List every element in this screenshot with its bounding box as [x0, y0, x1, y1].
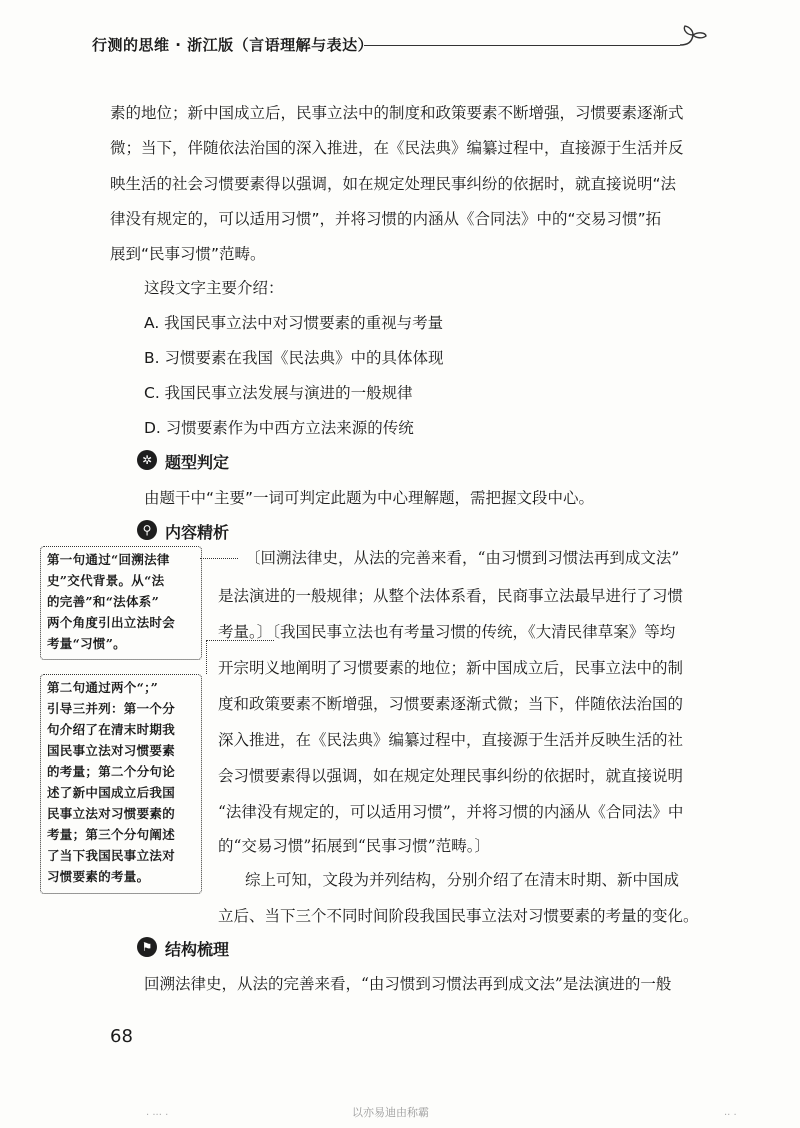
note-line: 第一句通过“回溯法律: [47, 552, 170, 567]
analysis-line: 的“交易习惯”拓展到“民事习惯”范畴。〕: [218, 837, 490, 855]
question-stem: 这段文字主要介绍：: [144, 279, 284, 297]
note-line: 民事立法对习惯要素的: [47, 806, 176, 821]
footer-watermark: 以亦易迪由称霸: [352, 1106, 429, 1119]
analysis-line: 考量。〕〔我国民事立法也有考量习惯的传统，《大清民律草案》等均: [218, 623, 676, 641]
option-c: C. 我国民事立法发展与演进的一般规律: [144, 384, 413, 402]
analysis-line: 开宗明义地阐明了习惯要素的地位；新中国成立后，民事立法中的制: [218, 659, 684, 677]
passage-line: 微；当下，伴随依法治国的深入推进，在《民法典》编纂过程中，直接源于生活并反: [110, 139, 684, 157]
passage-line: 素的地位；新中国成立后，民事立法中的制度和政策要素不断增强，习惯要素逐渐式: [110, 104, 684, 122]
analysis-line: 是法演进的一般规律；从整个法体系看，民商事立法最早进行了习惯: [218, 587, 684, 605]
summary-line: 立后、当下三个不同时间阶段我国民事立法对习惯要素的考量的变化。: [218, 907, 699, 925]
analysis-line: 〔回溯法律史，从法的完善来看，“由习惯到习惯法再到成文法”: [245, 549, 680, 567]
margin-note-first-sentence: [40, 546, 202, 660]
note-line: 习惯要素的考量。: [47, 869, 150, 884]
note-line: 的考量；第二个分句论: [47, 764, 176, 779]
note-line: 第二句通过两个“；”: [47, 680, 159, 695]
note-line: 引导三并列：第一个分: [47, 701, 176, 716]
analysis-line: 深入推进，在《民法典》编纂过程中，直接源于生活并反映生活的社: [218, 731, 684, 749]
note-connector: [206, 640, 274, 641]
scan-noise-left: · ··· ·: [146, 1110, 169, 1121]
margin-note-second-sentence: [40, 674, 202, 894]
note-line: 考量“习惯”。: [47, 636, 126, 651]
note-line: 两个角度引出立法时会: [47, 615, 176, 630]
note-connector: [206, 640, 207, 674]
note-connector: [200, 558, 238, 559]
sprout-icon: [676, 24, 710, 54]
header-rule: [364, 45, 680, 46]
scan-noise-right: ·· ·: [724, 1110, 737, 1121]
note-line: 句介绍了在清末时期我: [47, 722, 176, 737]
gear-icon: ✲: [137, 450, 157, 470]
option-b: B. 习惯要素在我国《民法典》中的具体体现: [144, 349, 444, 367]
section-type-text: 由题干中“主要”一词可判定此题为中心理解题，需把握文段中心。: [144, 489, 595, 507]
analysis-line: “法律没有规定的，可以适用习惯”，并将习惯的内涵从《合同法》中: [218, 803, 684, 821]
section-title-structure: 结构梳理: [165, 940, 230, 959]
section-structure-text: 回溯法律史，从法的完善来看，“由习惯到习惯法再到成文法”是法演进的一般: [144, 975, 672, 993]
note-line: 了当下我国民事立法对: [47, 848, 176, 863]
page-number: 68: [110, 1026, 133, 1047]
passage-line: 律没有规定的，可以适用习惯”，并将习惯的内涵从《合同法》中的“交易习惯”拓: [110, 210, 662, 228]
analysis-line: 度和政策要素不断增强，习惯要素逐渐式微；当下，伴随依法治国的: [218, 695, 684, 713]
note-line: 史”交代背景。从“法: [47, 573, 165, 588]
section-title-analysis: 内容精析: [165, 523, 230, 542]
running-header-title: 行测的思维 · 浙江版（言语理解与表达）: [92, 36, 374, 54]
section-title-type: 题型判定: [165, 453, 230, 472]
structure-icon: ⚑: [137, 937, 157, 957]
passage-line: 展到“民事习惯”范畴。: [110, 245, 266, 263]
option-d: D. 习惯要素作为中西方立法来源的传统: [144, 419, 414, 437]
analysis-line: 会习惯要素得以强调，如在规定处理民事纠纷的依据时，就直接说明: [218, 767, 684, 785]
option-a: A. 我国民事立法中对习惯要素的重视与考量: [144, 314, 444, 332]
passage-line: 映生活的社会习惯要素得以强调，如在规定处理民事纠纷的依据时，就直接说明“法: [110, 175, 677, 193]
note-line: 的完善”和“法体系”: [47, 594, 160, 609]
note-line: 考量；第三个分句阐述: [47, 827, 176, 842]
note-line: 述了新中国成立后我国: [47, 785, 176, 800]
summary-line: 综上可知，文段为并列结构，分别介绍了在清末时期、新中国成: [245, 871, 680, 889]
magnifier-icon: ⚲: [137, 520, 157, 540]
note-line: 国民事立法对习惯要素: [47, 743, 176, 758]
